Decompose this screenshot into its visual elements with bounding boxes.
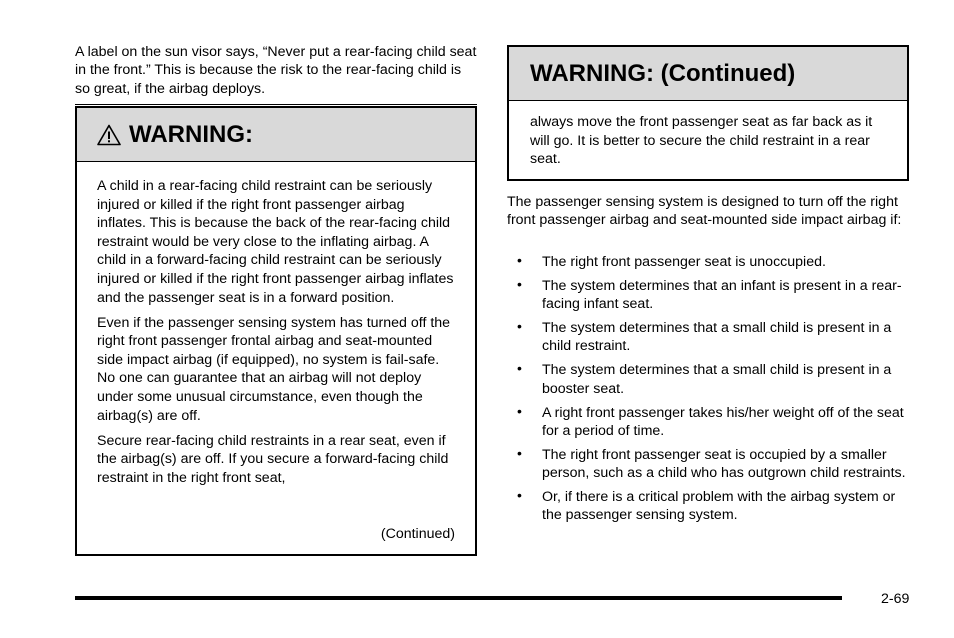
list-item [507, 446, 912, 482]
list-item-text: The right front passenger seat is occupied by a smaller person, such as a child who has outgrown child restraints. [542, 446, 906, 482]
bullet-icon: • [517, 444, 522, 461]
bullet-icon: • [517, 360, 522, 377]
list-item [507, 488, 912, 524]
list-item-text: The right front passenger seat is unoccupied. [542, 254, 826, 270]
footer-rule [75, 596, 842, 600]
warning-continued-box [507, 45, 909, 181]
bullet-icon: • [517, 487, 522, 504]
warning-continued-header [509, 47, 907, 101]
warning-paragraph: Even if the passenger sensing system has turned off the right front passenger frontal airbag and seat-mounted side impact airbag (if equipped), no system is fail-safe. No one can guarantee that an airbag will not deploy under some unusual circumstance, even though the airbag(s) are off. [97, 314, 451, 424]
warning-header [77, 108, 475, 162]
warning-continued-body [509, 101, 907, 169]
list-item [507, 319, 912, 355]
warning-body [77, 162, 475, 488]
bullet-icon: • [517, 402, 522, 419]
warning-paragraph: Secure rear-facing child restraints in a rear seat, even if the airbag(s) are off. If you secure a forward-facing child restraint in the right front seat, [97, 432, 449, 486]
list-item [507, 361, 912, 397]
bullet-icon: • [517, 252, 522, 268]
bullet-icon: • [517, 318, 522, 335]
intro-text: A label on the sun visor says, “Never put a rear-facing child seat in the front.” This is because the risk to the rear-facing child is so great, if the airbag deploys. [75, 44, 477, 97]
warning-box [75, 106, 477, 556]
intro-divider [75, 104, 477, 105]
warning-continued-title: WARNING: (Continued) [530, 59, 796, 87]
list-item-text: The system determines that a small child is present in a booster seat. [542, 362, 892, 397]
warning-triangle-icon [97, 124, 121, 146]
system-paragraph: The passenger sensing system is designed to turn off the right front passenger airbag and seat-mounted side impact airbag if: [507, 194, 902, 229]
intro-block [75, 43, 477, 98]
list-item-text: The system determines that a small child is present in a child restraint. [542, 320, 892, 355]
list-item [507, 253, 912, 271]
list-item [507, 277, 912, 313]
conditions-list [507, 253, 912, 530]
warning-paragraph: A child in a rear-facing child restraint can be seriously injured or killed if the right front passenger airbag inflates. This is because the back of the rear-facing child restraint would be very close to the inflating airbag. A child in a forward-facing child restraint can be seriously injured or killed if the right front passenger airbag inflates and the passenger seat is in a forward position. [97, 178, 454, 306]
warning-title: WARNING: [129, 120, 253, 148]
continued-label: (Continued) [380, 526, 455, 542]
page-number: 2-69 [881, 591, 910, 607]
bullet-icon: • [517, 276, 522, 292]
list-item-text: Or, if there is a critical problem with the airbag system or the passenger sensing system. [542, 489, 896, 524]
list-item-text: A right front passenger takes his/her weight off of the seat for a period of time. [542, 404, 904, 439]
warning-continued-text: always move the front passenger seat as far back as it will go. It is better to secure the child restraint in a rear seat. [530, 114, 873, 168]
list-item-text: The system determines that an infant is present in a rear-facing infant seat. [542, 278, 902, 313]
list-item [507, 404, 912, 440]
